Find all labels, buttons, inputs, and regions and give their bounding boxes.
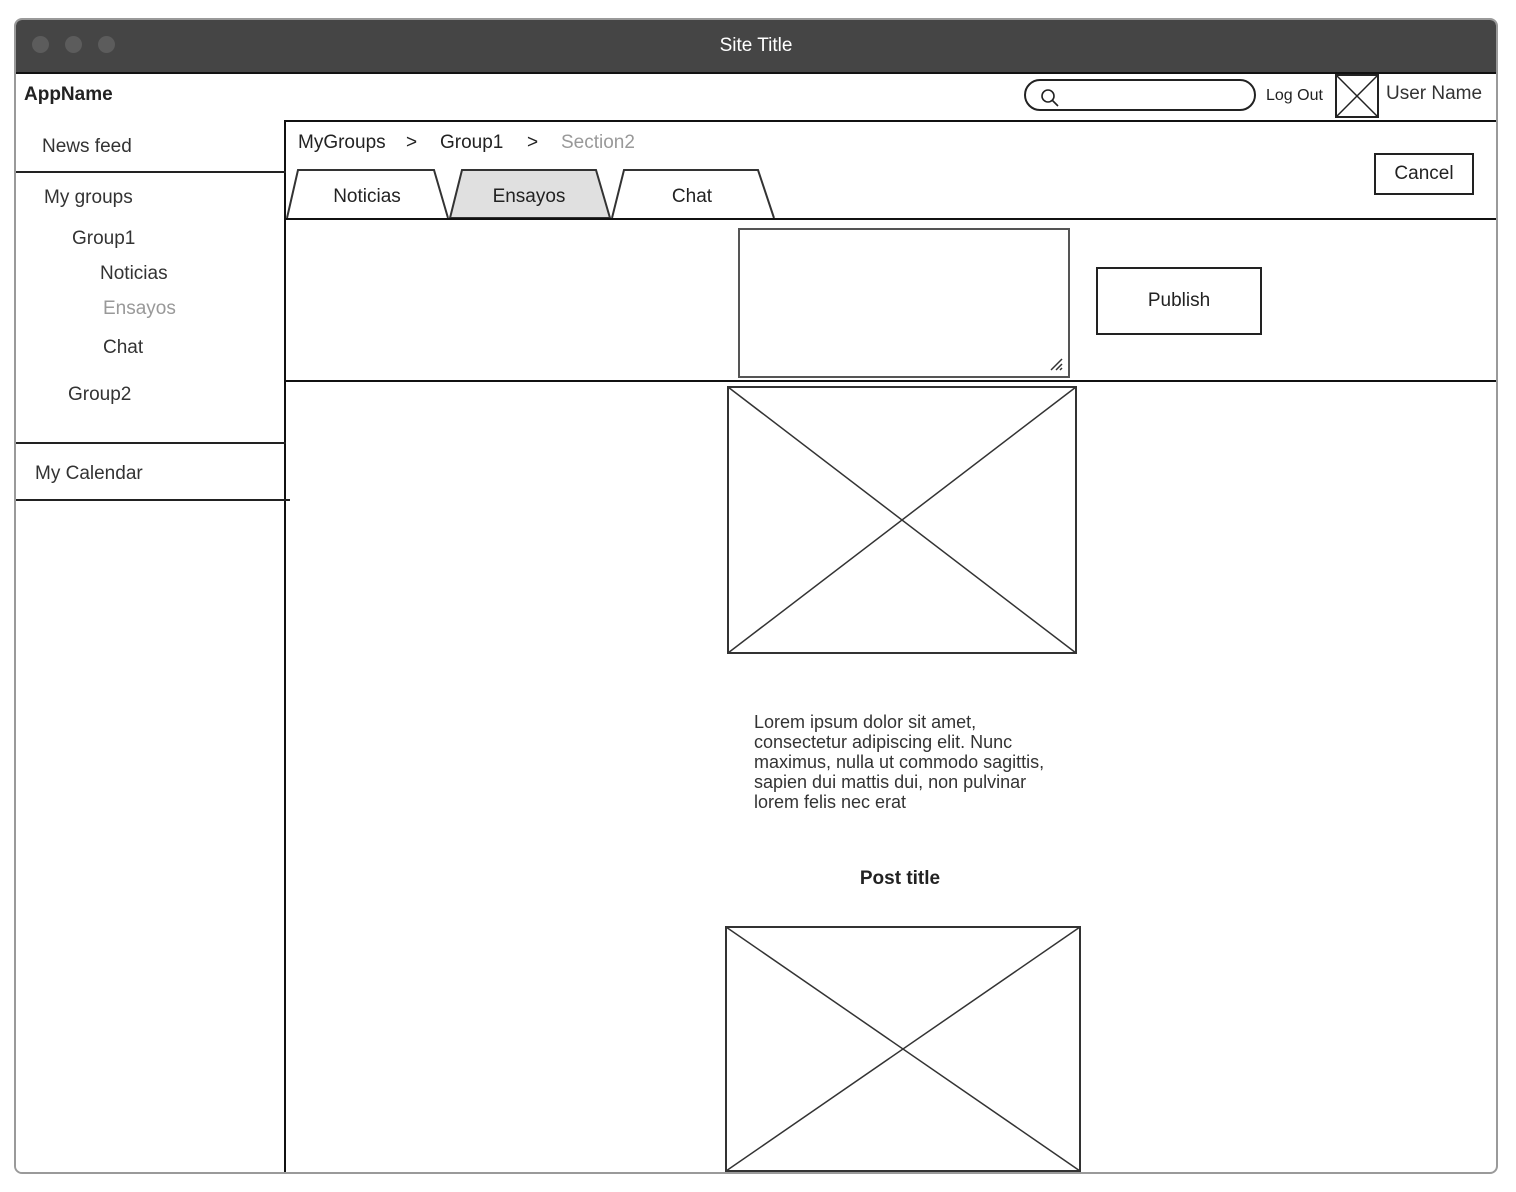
cancel-button[interactable]: Cancel [1374, 153, 1474, 195]
breadcrumb-separator: > [527, 132, 539, 153]
resize-grip-icon[interactable] [1048, 356, 1064, 372]
sidebar-divider [16, 499, 290, 501]
avatar-placeholder-icon [1337, 76, 1377, 116]
sidebar-divider [16, 171, 286, 173]
browser-window [14, 18, 1498, 1174]
sidebar [14, 120, 286, 1174]
sidebar-item-group1-ensayos[interactable]: Ensayos [103, 298, 176, 319]
breadcrumb-separator: > [406, 132, 418, 153]
site-title: Site Title [719, 35, 793, 56]
sidebar-item-group1-chat[interactable]: Chat [103, 337, 144, 358]
tab-ensayos[interactable]: Ensayos [492, 186, 566, 207]
post-image-placeholder [727, 386, 1077, 654]
avatar[interactable] [1335, 74, 1379, 118]
sidebar-divider [16, 442, 286, 444]
search-input[interactable] [1024, 79, 1256, 111]
post-body-text: Lorem ipsum dolor sit amet, consectetur adipiscing elit. Nunc maximus, nulla ut commodo sagittis, sapien dui mattis dui, non pulvinar lorem felis nec erat [754, 712, 1045, 812]
tab-noticias[interactable]: Noticias [333, 186, 401, 207]
breadcrumb-item-group1[interactable]: Group1 [440, 132, 504, 153]
tab-chat[interactable]: Chat [671, 186, 713, 207]
sidebar-item-news-feed[interactable]: News feed [42, 136, 132, 157]
breadcrumb-item-mygroups[interactable]: MyGroups [298, 132, 386, 153]
app-header [14, 72, 1498, 122]
post-image-placeholder [725, 926, 1081, 1172]
window-titlebar [16, 20, 1496, 72]
sidebar-item-my-groups[interactable]: My groups [44, 187, 133, 208]
sidebar-item-my-calendar[interactable]: My Calendar [35, 463, 143, 484]
post-title[interactable]: Post title [859, 868, 941, 889]
user-name[interactable]: User Name [1386, 83, 1483, 104]
logout-link[interactable]: Log Out [1266, 87, 1323, 104]
main-content [286, 120, 1496, 1172]
post-textarea[interactable] [738, 228, 1070, 378]
sidebar-item-group1[interactable]: Group1 [72, 228, 136, 249]
publish-button[interactable]: Publish [1096, 267, 1262, 335]
breadcrumb-item-current: Section2 [561, 132, 635, 153]
sidebar-item-group1-noticias[interactable]: Noticias [100, 263, 168, 284]
sidebar-item-group2[interactable]: Group2 [68, 384, 132, 405]
search-icon [1040, 88, 1060, 108]
app-name: AppName [24, 84, 113, 105]
post-composer [286, 218, 1498, 382]
